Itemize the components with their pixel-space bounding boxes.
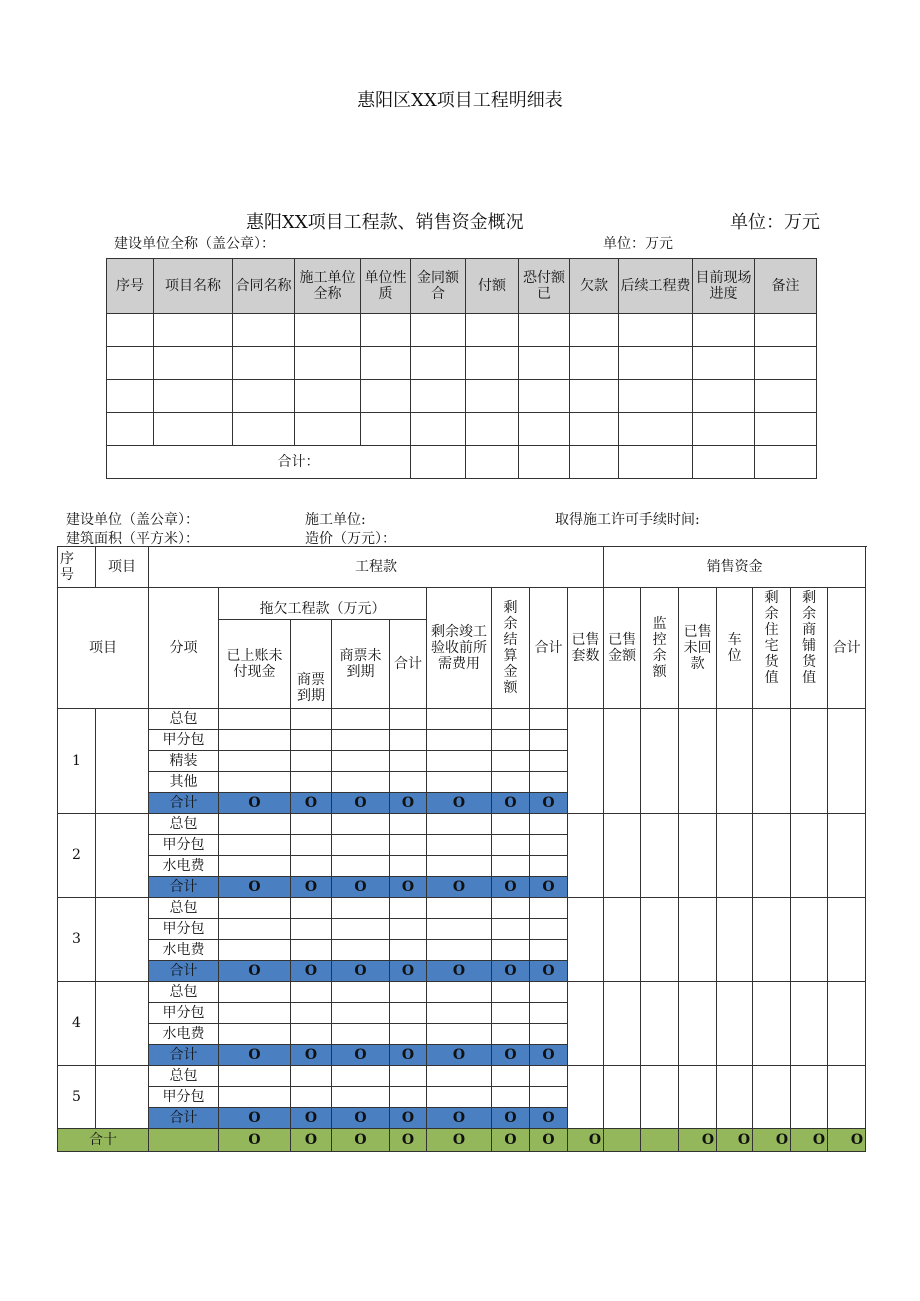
sub-item-label: 总包 [149,982,219,1003]
t1-header-cell: 施工单位全称 [295,259,361,314]
sub-item-label: 总包 [149,814,219,835]
subtotal-value: O [530,1045,568,1066]
sales-cell [753,814,791,898]
value-cell [530,730,568,751]
value-cell [332,709,390,730]
sub-item-label: 甲分包 [149,1003,219,1024]
subtotal-value: O [492,961,530,982]
permit-date-label: 取得施工许可手续时间: [555,512,700,528]
value-cell [219,940,291,961]
t2-sold-amount-header: 已售金额 [608,631,637,664]
group-item-cell [96,1066,149,1129]
sales-cell [568,1066,604,1129]
subtotal-value: O [390,1045,427,1066]
grand-total-value: O [332,1129,390,1152]
value-cell [530,856,568,877]
subtotal-value: O [492,877,530,898]
grand-total-cell [641,1129,679,1152]
sales-cell [568,898,604,982]
subtotal-label: 合计 [149,793,219,814]
value-cell [332,940,390,961]
group-item-cell [96,709,149,814]
t2-sum2-header: 合计 [530,588,568,709]
value-cell [332,730,390,751]
sub-item-label: 甲分包 [149,730,219,751]
value-cell [492,835,530,856]
grand-total-value: O [753,1129,791,1152]
value-cell [332,1066,390,1087]
sales-cell [641,814,679,898]
subtotal-value: O [492,793,530,814]
sales-cell [568,709,604,814]
subtotal-value: O [390,1108,427,1129]
value-cell [530,1003,568,1024]
value-cell [530,751,568,772]
value-cell [427,814,492,835]
value-cell [427,940,492,961]
group-number: 2 [58,814,96,898]
table-row [107,314,817,347]
group-number: 3 [58,898,96,982]
subtotal-value: O [530,961,568,982]
t2-item-header: 项目 [96,547,149,588]
subtotal-value: O [427,1108,492,1129]
sub-item-label: 甲分包 [149,835,219,856]
sub-item-label: 水电费 [149,1024,219,1045]
sales-cell [604,709,641,814]
sales-cell [753,709,791,814]
grand-total-value: O [791,1129,828,1152]
value-cell [390,1087,427,1108]
area-label: 建筑面积（平方米）： [66,531,199,547]
sales-cell [791,898,828,982]
sub-item-label: 其他 [149,772,219,793]
table-row [107,413,817,446]
subtotal-value: O [427,793,492,814]
t2-unpaid-cash-header: 已上账未付现金 [219,620,291,709]
sales-cell [717,814,753,898]
value-cell [332,1003,390,1024]
value-cell [291,835,332,856]
grand-total-cell [149,1129,219,1152]
subtotal-value: O [219,877,291,898]
t2-monitor-header: 监控余额 [652,615,667,681]
t2-arrears-header: 拖欠工程款（万元） [219,588,427,620]
sales-cell [791,982,828,1066]
sub-item-label: 总包 [149,709,219,730]
sales-cell [717,898,753,982]
t1-total-label: 合计： [107,446,411,479]
t2-item2-header: 项目 [58,588,149,709]
value-cell [492,814,530,835]
value-cell [427,751,492,772]
table1-total-row [107,446,817,479]
sales-cell [753,982,791,1066]
value-cell [427,1066,492,1087]
value-cell [427,856,492,877]
subtotal-value: O [390,793,427,814]
value-cell [427,982,492,1003]
table-row [58,1066,866,1087]
subtotal-value: O [427,1045,492,1066]
t2-remaining-settle-header: 剩余结算金额 [503,599,518,697]
table-row [107,347,817,380]
sub-item-label: 精装 [149,751,219,772]
table-row [58,982,866,1003]
value-cell [530,940,568,961]
grand-total-value: O [530,1129,568,1152]
sub-item-label: 甲分包 [149,919,219,940]
sales-cell [828,709,866,814]
value-cell [291,1066,332,1087]
value-cell [390,982,427,1003]
grand-total-value: O [427,1129,492,1152]
subtotal-value: O [332,961,390,982]
value-cell [291,709,332,730]
subtotal-value: O [219,1108,291,1129]
value-cell [219,772,291,793]
value-cell [291,898,332,919]
sales-cell [679,898,717,982]
value-cell [219,1066,291,1087]
value-cell [492,856,530,877]
t1-header-cell: 备注 [755,259,817,314]
contractor-label: 施工单位: [305,512,366,528]
engineering-sales-table [57,546,866,1152]
table-row [107,380,817,413]
value-cell [530,814,568,835]
t1-header-cell: 目前现场进度 [693,259,755,314]
t2-header-row-2 [58,588,866,620]
t2-sub-header: 分项 [149,588,219,709]
subtotal-value: O [291,1045,332,1066]
value-cell [291,1087,332,1108]
value-cell [530,1024,568,1045]
sales-cell [828,814,866,898]
subtotal-value: O [219,1045,291,1066]
value-cell [492,751,530,772]
value-cell [332,751,390,772]
t2-parking-header: 车位 [727,631,742,664]
group-item-cell [96,898,149,982]
table1-header-row [107,259,817,314]
value-cell [291,1024,332,1045]
value-cell [427,1087,492,1108]
t1-header-cell: 序号 [107,259,154,314]
sales-cell [717,1066,753,1129]
subtotal-value: O [427,877,492,898]
sales-cell [753,1066,791,1129]
unit-label-small: 单位：万元 [603,236,673,252]
t1-header-cell: 付额 [466,259,519,314]
subtotal-label: 合计 [149,877,219,898]
subtotal-value: O [390,877,427,898]
value-cell [291,751,332,772]
value-cell [332,856,390,877]
t2-seq-header: 序号 [60,550,74,583]
value-cell [530,919,568,940]
value-cell [492,709,530,730]
value-cell [530,1066,568,1087]
value-cell [390,1066,427,1087]
value-cell [390,772,427,793]
value-cell [219,730,291,751]
t2-sold-units-header: 已售套数 [571,631,600,664]
value-cell [332,1087,390,1108]
value-cell [219,814,291,835]
value-cell [219,1024,291,1045]
grand-total-label: 合十 [58,1129,149,1152]
value-cell [291,982,332,1003]
value-cell [530,1087,568,1108]
value-cell [332,919,390,940]
value-cell [427,730,492,751]
sales-cell [568,982,604,1066]
subtotal-value: O [427,961,492,982]
document-title: 惠阳区XX项目工程明细表 [357,90,563,111]
value-cell [219,1087,291,1108]
sales-cell [717,709,753,814]
group-number: 1 [58,709,96,814]
contract-summary-table [106,258,817,479]
value-cell [291,919,332,940]
value-cell [390,856,427,877]
sales-cell [679,709,717,814]
value-cell [492,772,530,793]
grand-total-cell [604,1129,641,1152]
t2-bill-due-header: 商票到期 [297,671,325,704]
value-cell [219,1003,291,1024]
value-cell [427,898,492,919]
value-cell [332,772,390,793]
group-item-cell [96,982,149,1066]
subtotal-value: O [291,1108,332,1129]
value-cell [427,772,492,793]
builder-full-name-label: 建设单位全称（盖公章）： [114,236,275,252]
value-cell [291,856,332,877]
value-cell [492,898,530,919]
subtotal-value: O [219,793,291,814]
value-cell [492,1087,530,1108]
value-cell [427,1003,492,1024]
t1-header-cell: 恐付额已 [519,259,570,314]
sales-cell [641,898,679,982]
grand-total-value: O [390,1129,427,1152]
subtotal-value: O [332,877,390,898]
table-row [58,709,866,730]
sub-item-label: 总包 [149,898,219,919]
value-cell [530,709,568,730]
subtotal-value: O [390,961,427,982]
value-cell [219,919,291,940]
grand-total-value: O [828,1129,866,1152]
sales-cell [604,982,641,1066]
grand-total-value: O [219,1129,291,1152]
sales-cell [641,982,679,1066]
t1-header-cell: 合同名称 [233,259,295,314]
value-cell [219,709,291,730]
value-cell [427,919,492,940]
t1-header-cell: 欠款 [570,259,619,314]
value-cell [390,835,427,856]
t2-sum3-header: 合计 [828,588,866,709]
group-item-cell [96,814,149,898]
value-cell [390,730,427,751]
value-cell [390,814,427,835]
subtotal-value: O [530,877,568,898]
value-cell [219,751,291,772]
sales-cell [753,898,791,982]
sales-cell [828,982,866,1066]
section-subtitle: 惠阳XX项目工程款、销售资金概况 [246,212,524,233]
sales-cell [791,1066,828,1129]
value-cell [530,898,568,919]
grand-total-row [58,1129,866,1152]
value-cell [219,835,291,856]
subtotal-value: O [291,877,332,898]
sales-cell [641,1066,679,1129]
value-cell [427,709,492,730]
subtotal-label: 合计 [149,1108,219,1129]
subtotal-value: O [530,793,568,814]
table-row [58,814,866,835]
value-cell [291,730,332,751]
sales-cell [568,814,604,898]
sales-cell [828,898,866,982]
t1-header-cell: 金同额合 [411,259,466,314]
group-number: 4 [58,982,96,1066]
sub-item-label: 水电费 [149,856,219,877]
value-cell [492,1003,530,1024]
subtotal-value: O [530,1108,568,1129]
value-cell [530,772,568,793]
value-cell [390,919,427,940]
t1-header-cell: 单位性质 [361,259,411,314]
value-cell [492,1066,530,1087]
subtotal-value: O [291,961,332,982]
value-cell [390,709,427,730]
value-cell [492,730,530,751]
value-cell [530,982,568,1003]
value-cell [492,940,530,961]
sales-cell [679,814,717,898]
t2-bill-not-due-header: 商票未到期 [332,620,390,709]
subtotal-value: O [219,961,291,982]
t2-engineering-header: 工程款 [149,547,604,588]
grand-total-value: O [717,1129,753,1152]
value-cell [332,898,390,919]
subtotal-value: O [492,1045,530,1066]
value-cell [332,1024,390,1045]
value-cell [291,1003,332,1024]
subtotal-label: 合计 [149,961,219,982]
sub-item-label: 总包 [149,1066,219,1087]
sales-cell [641,709,679,814]
value-cell [390,1003,427,1024]
value-cell [291,772,332,793]
t2-rem-shops-header: 剩余商铺货值 [802,590,817,687]
group-number: 5 [58,1066,96,1129]
value-cell [492,919,530,940]
t1-header-cell: 项目名称 [154,259,233,314]
sales-cell [791,709,828,814]
sub-item-label: 水电费 [149,940,219,961]
value-cell [530,835,568,856]
grand-total-value: O [679,1129,717,1152]
t2-sales-header: 销售资金 [604,547,866,588]
value-cell [219,982,291,1003]
subtotal-value: O [492,1108,530,1129]
value-cell [219,898,291,919]
t2-sum1-header: 合计 [390,620,427,709]
sub-item-label: 甲分包 [149,1087,219,1108]
sales-cell [679,982,717,1066]
sales-cell [604,814,641,898]
value-cell [219,856,291,877]
t1-header-cell: 后续工程费 [619,259,693,314]
sales-cell [604,898,641,982]
value-cell [332,982,390,1003]
value-cell [492,982,530,1003]
builder-label: 建设单位（盖公章）： [66,512,199,528]
sales-cell [791,814,828,898]
grand-total-value: O [492,1129,530,1152]
value-cell [427,835,492,856]
sales-cell [604,1066,641,1129]
subtotal-value: O [332,1045,390,1066]
table-row [58,898,866,919]
sales-cell [828,1066,866,1129]
grand-total-value: O [568,1129,604,1152]
sales-cell [679,1066,717,1129]
t2-header-row-1 [58,547,866,588]
unit-label-large: 单位：万元 [730,212,820,233]
subtotal-value: O [291,793,332,814]
t2-sold-unreturned-header: 已售未回款 [683,623,712,673]
value-cell [492,1024,530,1045]
subtotal-value: O [332,793,390,814]
value-cell [390,751,427,772]
subtotal-label: 合计 [149,1045,219,1066]
t2-remaining-fee-header: 剩余竣工验收前所需费用 [427,588,492,709]
value-cell [390,940,427,961]
value-cell [332,835,390,856]
value-cell [291,940,332,961]
cost-label: 造价（万元）： [305,531,396,547]
t2-rem-housing-header: 剩余住宅货值 [764,590,779,687]
value-cell [332,814,390,835]
value-cell [427,1024,492,1045]
sales-cell [717,982,753,1066]
grand-total-value: O [291,1129,332,1152]
value-cell [291,814,332,835]
value-cell [390,1024,427,1045]
value-cell [390,898,427,919]
subtotal-value: O [332,1108,390,1129]
